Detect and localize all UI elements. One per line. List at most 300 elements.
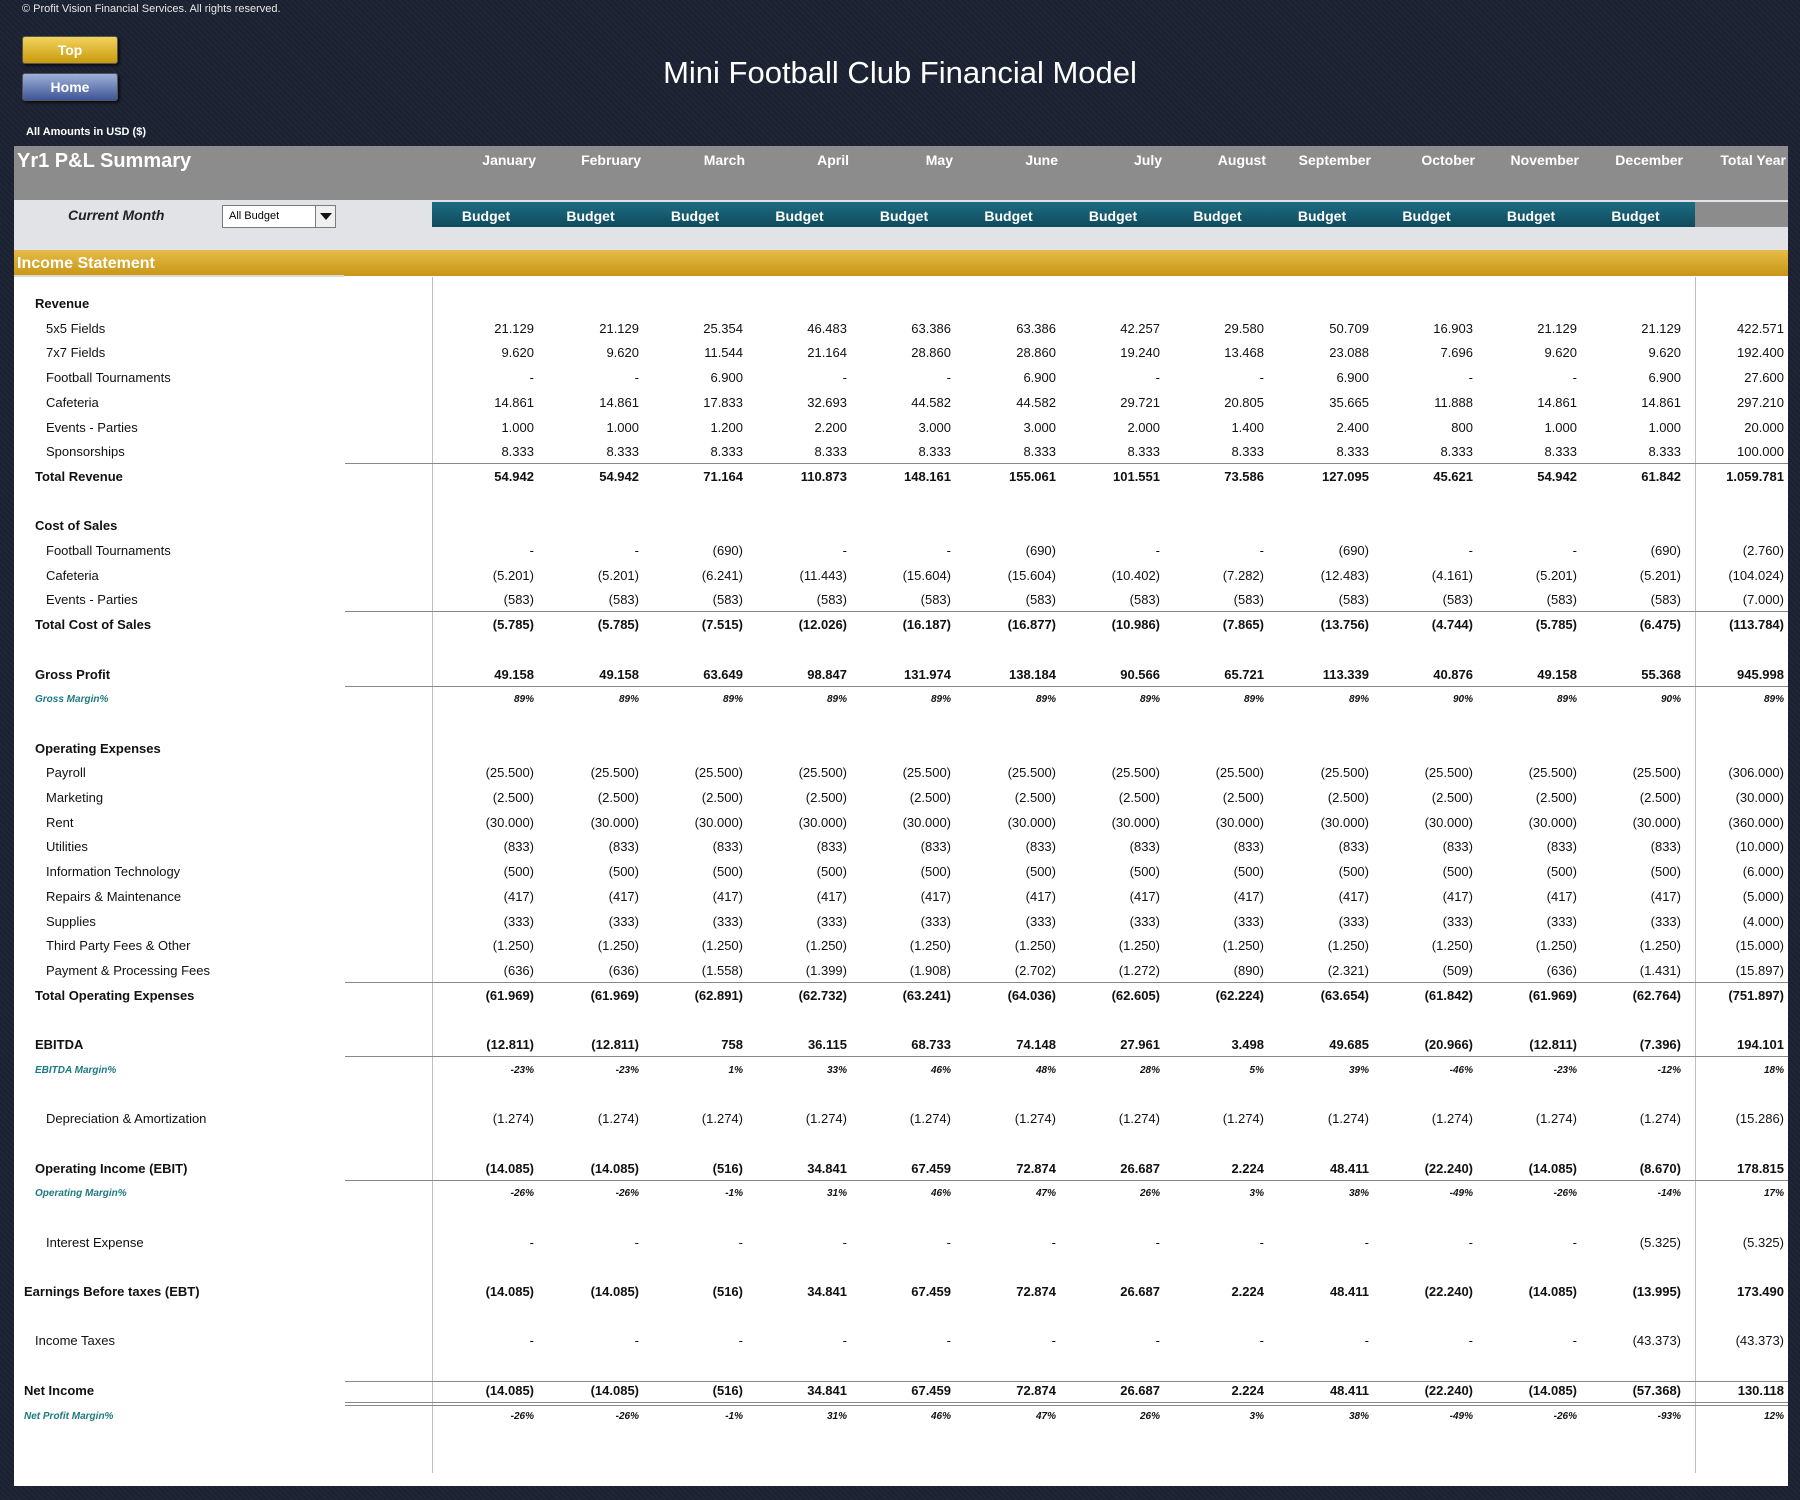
table-cell: - <box>946 543 951 558</box>
table-row <box>14 864 1788 884</box>
table-cell: 19.240 <box>1120 345 1160 361</box>
table-cell: 90% <box>1660 694 1681 706</box>
table-cell: (15.286) <box>1735 1111 1784 1127</box>
table-cell: 89% <box>618 694 639 706</box>
month-header: January <box>482 152 536 168</box>
table-cell: 49.158 <box>599 666 639 682</box>
row-label: Total Operating Expenses <box>35 987 195 1003</box>
table-cell: 8.333 <box>814 444 847 460</box>
table-row <box>14 592 1788 612</box>
table-cell: 74.148 <box>1016 1037 1056 1052</box>
table-row <box>14 1062 1788 1082</box>
table-row <box>14 1185 1788 1205</box>
table-cell: 89% <box>1243 694 1264 706</box>
table-cell: - <box>1155 1234 1160 1250</box>
table-cell: 758 <box>721 1037 743 1052</box>
month-header: May <box>925 152 953 168</box>
table-row <box>14 1111 1788 1131</box>
table-cell: - <box>1572 1333 1577 1349</box>
table-cell: 11.888 <box>1434 394 1473 410</box>
table-cell: 21.129 <box>1537 320 1577 336</box>
current-month-select[interactable] <box>222 205 336 228</box>
table-cell: (22.240) <box>1424 1284 1473 1299</box>
table-cell: (1.274) <box>492 1111 534 1127</box>
table-cell: -23% <box>1553 1064 1577 1076</box>
table-cell: 26.687 <box>1120 1284 1160 1299</box>
table-cell: (1.250) <box>492 938 534 954</box>
table-cell: 1.000 <box>606 419 639 435</box>
table-cell: (14.085) <box>485 1382 534 1398</box>
table-cell: 3.000 <box>918 419 951 435</box>
table-cell: (104.024) <box>1728 567 1784 583</box>
table-cell: - <box>946 370 951 386</box>
table-cell: (14.085) <box>1528 1160 1577 1176</box>
table-cell: 54.942 <box>599 468 639 484</box>
table-cell: 192.400 <box>1737 345 1784 361</box>
table-cell: 18% <box>1763 1064 1784 1076</box>
row-label: Repairs & Maintenance <box>46 888 182 904</box>
table-cell: (12.811) <box>486 1037 534 1052</box>
table-cell: (25.500) <box>798 765 847 781</box>
home-button[interactable]: Home <box>22 73 118 101</box>
table-cell: (500) <box>1233 864 1264 880</box>
table-cell: 130.118 <box>1737 1382 1784 1398</box>
table-cell: (62.764) <box>1632 987 1681 1003</box>
table-cell: (583) <box>1338 592 1369 608</box>
table-cell: (417) <box>1129 888 1160 904</box>
row-label: EBITDA Margin% <box>35 1064 117 1076</box>
table-cell: (2.500) <box>1118 790 1160 805</box>
table-cell: (15.604) <box>1007 567 1056 583</box>
table-cell: 26.687 <box>1120 1160 1160 1176</box>
table-cell: (333) <box>1233 913 1264 929</box>
table-cell: (25.500) <box>1424 765 1473 781</box>
budget-strip-total <box>1695 202 1788 227</box>
table-cell: 49.158 <box>1537 666 1577 682</box>
table-cell: 14.861 <box>1641 394 1681 410</box>
table-cell: (61.969) <box>485 987 534 1003</box>
table-row <box>14 938 1788 958</box>
table-cell: -26% <box>1553 1410 1577 1422</box>
row-label: Sponsorships <box>46 444 125 460</box>
row-label: Supplies <box>46 913 96 929</box>
table-cell: 67.459 <box>911 1284 951 1299</box>
table-cell: - <box>529 1234 534 1250</box>
table-cell: 90% <box>1452 694 1473 706</box>
table-cell: (833) <box>503 839 534 855</box>
table-cell: -23% <box>510 1064 534 1076</box>
table-cell: (30.000) <box>1320 814 1369 830</box>
table-cell: 9.620 <box>1648 345 1681 361</box>
table-row <box>14 296 1788 316</box>
table-cell: 21.129 <box>599 320 639 336</box>
table-cell: 63.649 <box>703 666 743 682</box>
table-cell: 127.095 <box>1322 468 1369 484</box>
table-cell: (62.605) <box>1111 987 1160 1003</box>
table-cell: (690) <box>1025 543 1056 558</box>
table-cell: -26% <box>615 1410 639 1422</box>
table-cell: (2.500) <box>1431 790 1473 805</box>
table-cell: 173.490 <box>1737 1284 1784 1299</box>
table-cell: (583) <box>1650 592 1681 608</box>
table-cell: 45.621 <box>1433 468 1473 484</box>
table-cell: (1.274) <box>1431 1111 1473 1127</box>
table-cell: (10.402) <box>1111 567 1160 583</box>
table-cell: - <box>634 1234 639 1250</box>
amounts-label: All Amounts in USD ($) <box>26 126 146 138</box>
table-cell: (30.000) <box>1424 814 1473 830</box>
table-cell: 13.468 <box>1224 345 1264 361</box>
row-label: Net Income <box>24 1382 95 1398</box>
table-cell: 48.411 <box>1329 1284 1369 1299</box>
budget-label: Budget <box>879 208 929 224</box>
month-header: April <box>817 152 849 168</box>
table-cell: 14.861 <box>599 394 639 410</box>
month-header: July <box>1133 152 1162 168</box>
table-cell: - <box>842 543 847 558</box>
table-cell: - <box>529 543 534 558</box>
table-cell: 48.411 <box>1329 1160 1369 1176</box>
table-cell: (333) <box>503 913 534 929</box>
table-cell: - <box>842 1333 847 1349</box>
table-cell: (1.274) <box>1639 1111 1681 1127</box>
table-cell: (14.085) <box>590 1382 639 1398</box>
budget-strip <box>432 202 1695 227</box>
table-cell: 27.961 <box>1120 1037 1160 1052</box>
table-cell: (5.201) <box>1639 567 1681 583</box>
table-cell: 17% <box>1763 1188 1784 1200</box>
table-cell: (30.000) <box>694 814 743 830</box>
table-cell: 8.333 <box>1231 444 1264 460</box>
table-cell: 61.842 <box>1641 468 1681 484</box>
table-cell: (516) <box>712 1382 743 1398</box>
month-header: Total Year <box>1720 152 1786 168</box>
divider <box>14 275 344 277</box>
table-cell: (417) <box>816 888 847 904</box>
table-cell: 21.164 <box>807 345 847 361</box>
table-cell: 67.459 <box>911 1160 951 1176</box>
table-cell: 89% <box>1139 694 1160 706</box>
table-cell: (500) <box>503 864 534 880</box>
row-label: EBITDA <box>35 1037 84 1052</box>
table-cell: (583) <box>1025 592 1056 608</box>
table-cell: (1.274) <box>1222 1111 1264 1127</box>
table-cell: - <box>529 370 534 386</box>
table-cell: (30.000) <box>1735 790 1784 805</box>
table-cell: (30.000) <box>798 814 847 830</box>
table-cell: (22.240) <box>1424 1160 1473 1176</box>
table-cell: (833) <box>1338 839 1369 855</box>
table-row <box>14 1161 1788 1181</box>
table-cell: (6.000) <box>1742 864 1784 880</box>
table-cell: (30.000) <box>1215 814 1264 830</box>
table-cell: 1.000 <box>1544 419 1577 435</box>
row-label: 5x5 Fields <box>46 320 106 336</box>
table-cell: (833) <box>920 839 951 855</box>
table-cell: (500) <box>608 864 639 880</box>
table-cell: (417) <box>1650 888 1681 904</box>
table-cell: (25.500) <box>590 765 639 781</box>
table-cell: 46% <box>930 1064 951 1076</box>
table-cell: 14.861 <box>1537 394 1577 410</box>
table-row <box>14 1408 1788 1428</box>
table-cell: (2.760) <box>1742 543 1784 558</box>
table-cell: (833) <box>1233 839 1264 855</box>
table-cell: 8.333 <box>606 444 639 460</box>
row-label: Third Party Fees & Other <box>46 938 191 954</box>
table-cell: 89% <box>513 694 534 706</box>
table-cell: 39% <box>1348 1064 1369 1076</box>
table-cell: 11.544 <box>704 345 743 361</box>
table-row <box>14 790 1788 810</box>
table-cell: (500) <box>816 864 847 880</box>
table-cell: (7.000) <box>1742 592 1784 608</box>
table-cell: (13.756) <box>1320 617 1369 633</box>
table-cell: (2.500) <box>1535 790 1577 805</box>
table-cell: (333) <box>816 913 847 929</box>
table-cell: 68.733 <box>911 1037 951 1052</box>
row-label: Operating Income (EBIT) <box>35 1160 188 1176</box>
table-cell: 2.224 <box>1231 1382 1264 1398</box>
table-cell: (360.000) <box>1728 814 1784 830</box>
table-cell: 21.129 <box>494 320 534 336</box>
table-cell: (333) <box>920 913 951 929</box>
table-cell: (500) <box>920 864 951 880</box>
top-button[interactable]: Top <box>22 36 118 64</box>
table-cell: 5% <box>1249 1064 1264 1076</box>
table-cell: 155.061 <box>1009 468 1056 484</box>
month-header: June <box>1025 152 1058 168</box>
copyright-text: © Profit Vision Financial Services. All rights reserved. <box>22 3 281 15</box>
table-cell: (30.000) <box>1528 814 1577 830</box>
table-row <box>14 543 1788 563</box>
table-cell: (417) <box>608 888 639 904</box>
table-cell: 26% <box>1139 1410 1160 1422</box>
table-cell: (7.515) <box>701 617 743 633</box>
table-cell: - <box>946 1234 951 1250</box>
table-row <box>14 1235 1788 1255</box>
budget-label: Budget <box>984 208 1033 224</box>
table-cell: 48.411 <box>1329 1382 1369 1398</box>
table-cell: (1.250) <box>1327 938 1369 954</box>
table-cell: (333) <box>608 913 639 929</box>
table-cell: 38% <box>1348 1410 1369 1422</box>
table-cell: 26% <box>1139 1188 1160 1200</box>
table-row <box>14 963 1788 983</box>
table-cell: - <box>1259 370 1264 386</box>
table-cell: - <box>1364 1333 1369 1349</box>
table-cell: (1.250) <box>701 938 743 954</box>
table-cell: (10.986) <box>1111 617 1160 633</box>
table-cell: 8.333 <box>1648 444 1681 460</box>
table-cell: (636) <box>1546 962 1577 978</box>
table-cell: 35.665 <box>1329 394 1369 410</box>
table-cell: - <box>529 1333 534 1349</box>
month-header: October <box>1421 152 1475 168</box>
table-cell: -12% <box>1657 1064 1681 1076</box>
table-cell: 46.483 <box>807 320 847 336</box>
chevron-down-icon[interactable] <box>315 206 335 227</box>
table-cell: 2.224 <box>1231 1160 1264 1176</box>
table-cell: (25.500) <box>1632 765 1681 781</box>
table-cell: (583) <box>1442 592 1473 608</box>
row-label: Cafeteria <box>46 567 99 583</box>
table-cell: (500) <box>1025 864 1056 880</box>
row-label: Interest Expense <box>46 1234 144 1250</box>
row-label: Payroll <box>46 765 86 781</box>
table-cell: (5.000) <box>1742 888 1784 904</box>
table-cell: (5.201) <box>597 567 639 583</box>
table-row <box>14 617 1788 637</box>
table-cell: (1.250) <box>1535 938 1577 954</box>
table-cell: (2.500) <box>492 790 534 805</box>
table-cell: (583) <box>816 592 847 608</box>
table-cell: (2.500) <box>1222 790 1264 805</box>
divider <box>345 1402 1788 1403</box>
table-cell: (4.000) <box>1742 913 1784 929</box>
table-cell: (25.500) <box>1007 765 1056 781</box>
table-cell: - <box>1155 1333 1160 1349</box>
table-cell: 3.000 <box>1023 419 1056 435</box>
table-cell: (1.558) <box>701 962 743 978</box>
table-cell: 8.333 <box>501 444 534 460</box>
table-cell: (583) <box>1233 592 1264 608</box>
table-cell: (12.811) <box>1529 1037 1577 1052</box>
table-cell: (833) <box>1650 839 1681 855</box>
table-cell: (1.274) <box>1118 1111 1160 1127</box>
table-cell: 1.200 <box>710 419 743 435</box>
table-cell: (636) <box>503 962 534 978</box>
table-row <box>14 914 1788 934</box>
current-month-label: Current Month <box>68 207 165 223</box>
table-row <box>14 667 1788 687</box>
table-cell: (417) <box>1025 888 1056 904</box>
table-cell: (2.500) <box>701 790 743 805</box>
table-cell: (516) <box>712 1160 743 1176</box>
table-cell: - <box>1364 1234 1369 1250</box>
current-month-value: All Budget <box>229 210 280 222</box>
budget-label: Budget <box>1193 208 1242 224</box>
table-cell: (690) <box>1650 543 1681 558</box>
table-cell: (417) <box>1546 888 1577 904</box>
table-cell: 178.815 <box>1737 1160 1784 1176</box>
table-cell: -93% <box>1657 1410 1681 1422</box>
month-header: December <box>1615 152 1683 168</box>
table-cell: 113.339 <box>1322 666 1369 682</box>
table-cell: 72.874 <box>1016 1160 1056 1176</box>
row-label: Rent <box>46 814 74 830</box>
table-cell: (1.431) <box>1639 962 1681 978</box>
month-headers <box>14 152 1788 172</box>
table-cell: (30.000) <box>590 814 639 830</box>
table-cell: (2.500) <box>1014 790 1056 805</box>
table-cell: (1.272) <box>1118 962 1160 978</box>
table-cell: 138.184 <box>1009 666 1056 682</box>
table-cell: 422.571 <box>1737 320 1784 336</box>
table-cell: (1.274) <box>701 1111 743 1127</box>
row-label: Events - Parties <box>46 592 138 608</box>
table-cell: (1.274) <box>909 1111 951 1127</box>
table-cell: 800 <box>1451 419 1473 435</box>
table-cell: 6.900 <box>1023 370 1056 386</box>
table-cell: 28.860 <box>911 345 951 361</box>
divider <box>345 1180 1788 1181</box>
budget-label: Budget <box>1088 208 1138 224</box>
table-cell: 1.000 <box>501 419 534 435</box>
table-cell: 28% <box>1139 1064 1160 1076</box>
table-cell: - <box>1259 543 1264 558</box>
table-cell: - <box>1259 1333 1264 1349</box>
table-cell: - <box>1051 1333 1056 1349</box>
table-cell: (1.250) <box>1222 938 1264 954</box>
table-cell: (8.670) <box>1639 1160 1681 1176</box>
table-cell: (1.399) <box>805 962 847 978</box>
table-cell: 32.693 <box>807 394 847 410</box>
row-label: Events - Parties <box>46 419 138 435</box>
table-cell: -49% <box>1449 1410 1473 1422</box>
control-band <box>14 200 1788 250</box>
table-cell: 34.841 <box>807 1382 847 1398</box>
row-label: Gross Margin% <box>35 694 109 706</box>
table-row <box>14 345 1788 365</box>
table-cell: (417) <box>1233 888 1264 904</box>
table-cell: (25.500) <box>485 765 534 781</box>
table-cell: - <box>1468 543 1473 558</box>
table-cell: 101.551 <box>1113 468 1160 484</box>
table-cell: -26% <box>510 1188 534 1200</box>
table-cell: (2.500) <box>909 790 951 805</box>
table-cell: 40.876 <box>1433 666 1473 682</box>
section-header <box>14 250 1788 276</box>
table-cell: 16.903 <box>1433 320 1473 336</box>
table-cell: 23.088 <box>1329 345 1369 361</box>
table-cell: 8.333 <box>1336 444 1369 460</box>
table-cell: 42.257 <box>1120 320 1160 336</box>
table-cell: (833) <box>1546 839 1577 855</box>
table-cell: 29.721 <box>1120 394 1160 410</box>
table-cell: (61.969) <box>1528 987 1577 1003</box>
section-title: Income Statement <box>17 255 155 272</box>
budget-label: Budget <box>1506 208 1556 224</box>
table-cell: (63.241) <box>902 987 951 1003</box>
table-cell: - <box>1259 1234 1264 1250</box>
divider <box>345 611 1788 612</box>
table-cell: -26% <box>1553 1188 1577 1200</box>
table-cell: (20.966) <box>1424 1037 1473 1052</box>
row-label: Earnings Before taxes (EBT) <box>24 1284 200 1299</box>
budget-label: Budget <box>1297 208 1347 224</box>
table-cell: 89% <box>826 694 847 706</box>
row-label: Net Profit Margin% <box>24 1410 114 1422</box>
table-cell: (6.241) <box>701 567 743 583</box>
table-cell: (1.274) <box>1535 1111 1577 1127</box>
table-cell: (583) <box>608 592 639 608</box>
table-cell: (417) <box>1442 888 1473 904</box>
table-cell: (10.000) <box>1735 839 1784 855</box>
sheet-title: Yr1 P&L Summary <box>17 150 192 172</box>
table-cell: 148.161 <box>904 468 951 484</box>
table-row <box>14 691 1788 711</box>
divider <box>345 1056 1788 1057</box>
table-cell: 54.942 <box>1537 468 1577 484</box>
table-cell: (509) <box>1442 962 1473 978</box>
table-cell: 44.582 <box>911 394 951 410</box>
table-cell: (14.085) <box>590 1284 639 1299</box>
row-label: Operating Expenses <box>35 740 161 756</box>
table-cell: (15.604) <box>902 567 951 583</box>
table-cell: 8.333 <box>710 444 743 460</box>
table-cell: 65.721 <box>1224 666 1264 682</box>
